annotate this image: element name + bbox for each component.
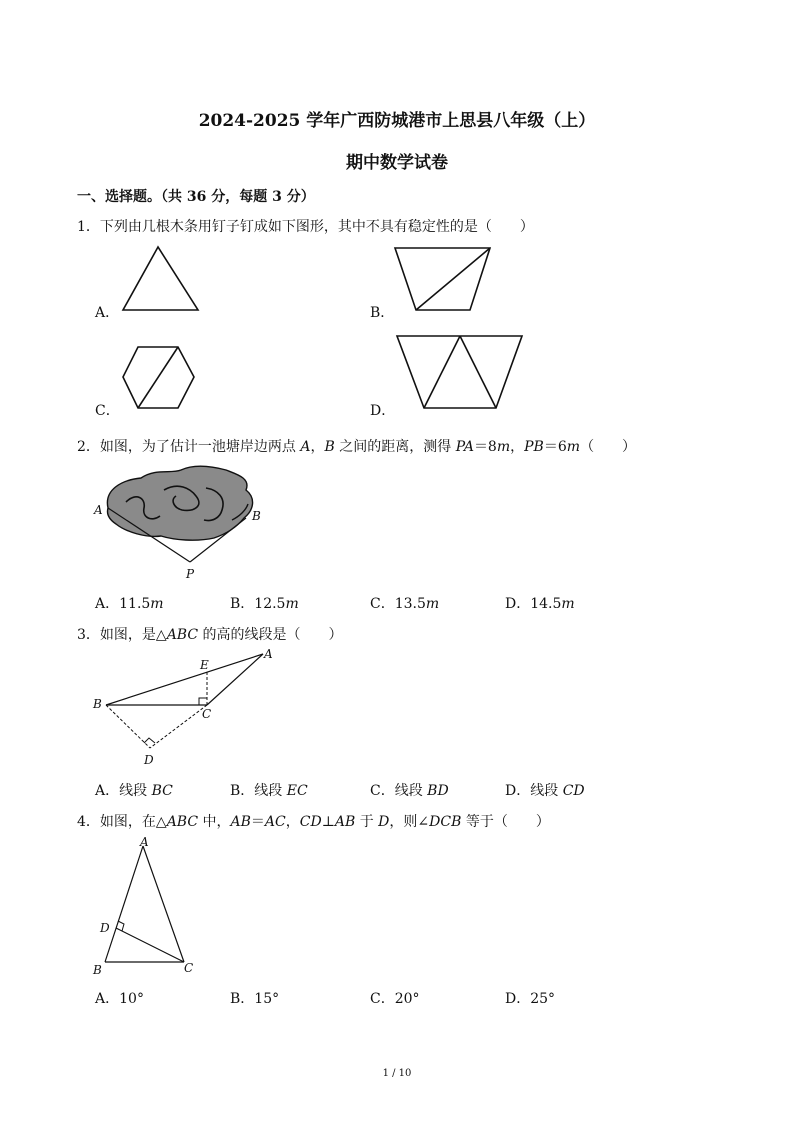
section-heading: 一、选择题。（共 36 分，每题 3 分）	[77, 189, 315, 205]
q4-label-d: D	[100, 921, 110, 935]
q1-figure-c-hexagon	[118, 342, 198, 414]
q2-option-b: B．12.5m	[230, 596, 299, 612]
q4-label-b: B	[93, 963, 102, 977]
q2-label-b: B	[252, 509, 261, 523]
q1-figure-b-trapezoid	[390, 244, 500, 316]
q2-option-d: D．14.5m	[505, 596, 575, 612]
q1-figure-d-trapezoid	[392, 332, 527, 412]
page-number: 1 / 10	[382, 1068, 412, 1079]
q3-option-b: B．线段 EC	[230, 783, 308, 799]
q2-pond-figure	[86, 460, 276, 585]
question-1-stem: 1．下列由几根木条用钉子钉成如下图形，其中不具有稳定性的是（ ）	[77, 219, 534, 235]
q3-label-e: E	[200, 658, 209, 672]
q2-option-c: C．13.5m	[370, 596, 440, 612]
q4-label-a: A	[140, 836, 149, 849]
q3-triangle-figure	[90, 646, 290, 771]
question-3-stem: 3．如图，是△ABC 的高的线段是（ ）	[77, 627, 343, 643]
q3-label-d: D	[144, 753, 154, 767]
q2-label-a: A	[94, 503, 103, 517]
pond-shape	[107, 466, 252, 540]
q4-option-a: A．10°	[95, 991, 144, 1007]
q3-label-c: C	[202, 707, 212, 721]
exam-title-line2: 期中数学试卷	[346, 153, 448, 173]
q4-option-b: B．15°	[230, 991, 280, 1007]
q4-isosceles-triangle-figure	[88, 836, 208, 981]
q2-label-p: P	[186, 567, 195, 581]
q3-label-b: B	[93, 697, 102, 711]
q1-option-b-label: B．	[370, 305, 395, 321]
q4-option-d: D．25°	[505, 991, 556, 1007]
q1-figure-a-triangle	[118, 244, 208, 316]
q1-option-a-label: A．	[95, 305, 120, 321]
q1-option-d-label: D．	[370, 403, 396, 419]
q1-option-c-label: C．	[95, 403, 120, 419]
q3-option-d: D．线段 CD	[505, 783, 585, 799]
question-4-stem: 4．如图，在△ABC 中，AB＝AC，CD⊥AB 于 D，则∠DCB 等于（ ）	[77, 814, 550, 830]
q2-option-a: A．11.5m	[95, 596, 164, 612]
q4-option-c: C．20°	[370, 991, 420, 1007]
q3-option-c: C．线段 BD	[370, 783, 449, 799]
exam-title-line1: 2024-2025 学年广西防城港市上思县八年级（上）	[198, 111, 596, 131]
q3-option-a: A．线段 BC	[95, 783, 173, 799]
question-2-stem: 2．如图，为了估计一池塘岸边两点 A，B 之间的距离，测得 PA＝8m，PB＝6m（ ）	[77, 439, 637, 455]
q4-label-c: C	[184, 961, 194, 975]
q3-label-a: A	[264, 647, 273, 661]
